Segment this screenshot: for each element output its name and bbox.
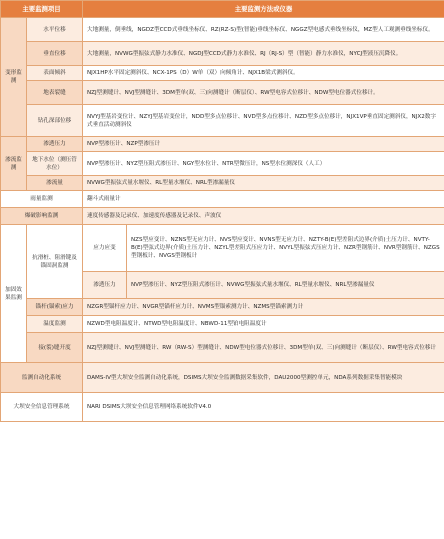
table-row [1, 333, 444, 363]
table-row [1, 208, 444, 225]
item-name: 地下水位（测压管水位） [27, 152, 83, 176]
item-desc: NZGR型锚杆应力计、NVGR型锚杆应力计、NVMS型锚索测力计、NZMS型锚索测力计 [83, 299, 444, 316]
item-name: 渗流量 [27, 176, 83, 191]
item-desc: DAMS-IV型大坝安全监测自动化系统，DSIMS大坝安全监测数据采集软件，DAU2000型测控单元，NDA系列数据采集智能模块 [83, 363, 444, 393]
item-name: 表面倾斜 [27, 66, 83, 81]
item-desc: NVP型渗压计、NYZ型压阻式渗压计、NVWG型振弦式量水堰仪、RL型量水堰仪、NRL型渗漏量仪 [127, 272, 444, 299]
item-desc: NZWD型电阻温度计、NTWD型电阻温度计、NBWD-11型铂电阻温度计 [83, 316, 444, 333]
item-name: 水平位移 [27, 18, 83, 42]
item-name: 监测自动化系统 [1, 363, 83, 393]
sub-item-name: 应力应变 [83, 225, 127, 272]
table-row [1, 393, 444, 422]
table-row [1, 66, 444, 81]
table-row [1, 316, 444, 333]
group-seep: 渗流监测 [1, 137, 27, 191]
item-name: 抗滑桩、阻滑键及锚固洞监测 [27, 225, 83, 299]
header-method: 主要监测方法或仪器 [83, 1, 444, 18]
table-row [1, 363, 444, 393]
item-desc: NZS型应变计、NZNS型无应力计、NVS型应变计、NVNS型无应力计、NZTY-B(E)型差阻式边界(介质)土压力计、NVTY-B(E)型弦式边界(介质)土压力计、NZYL型差阻式压应力计、NVYL型振弦式压应力计、NZR型钢筋计、NVR型钢筋计、NZGS型钢板计、NVGS型钢板计 [127, 225, 444, 272]
item-desc: NJX1HP水平固定测斜仪、NCX-1PS（D）W单（双）向倾角计、NJX1B梁式测斜仪。 [83, 66, 444, 81]
table-header-row [1, 1, 444, 18]
item-desc: NVWG型振弦式量水堰仪、RL型量水堰仪、NRL型渗漏量仪 [83, 176, 444, 191]
table-row [1, 105, 444, 137]
group-deform: 变形监测 [1, 18, 27, 137]
item-name: 钻孔深部位移 [27, 105, 83, 137]
item-name: 接(裂)缝开度 [27, 333, 83, 363]
table-row [1, 18, 444, 42]
item-name: 温度监测 [27, 316, 83, 333]
table-row [1, 152, 444, 176]
table-row [1, 42, 444, 66]
item-name: 垂直位移 [27, 42, 83, 66]
item-name: 大坝安全信息管理系统 [1, 393, 83, 422]
group-reinforce: 加固效果监测 [1, 225, 27, 363]
item-desc: NVYJ型基岩变位计、NZYJ型基岩变位计，NDD型多点位移计、NVD型多点位移计、NZD型多点位移计，NJX1VP垂直固定测斜仪，NJX2数字式垂直活动测斜仪 [83, 105, 444, 137]
item-name: 渗透压力 [27, 137, 83, 152]
table-row [1, 137, 444, 152]
table-row [1, 81, 444, 105]
header-project: 主要监测项目 [1, 1, 83, 18]
item-name: 爆破影响监测 [1, 208, 83, 225]
item-desc: 翻斗式雨量计 [83, 191, 444, 208]
item-desc: NVP型渗压计、NYZ型压阻式渗压计、NGY型水位计、NTR型微压计，NS型水位测深仪（人工） [83, 152, 444, 176]
item-name: 锚杆(锚索)应力 [27, 299, 83, 316]
table-row [1, 191, 444, 208]
table-row [1, 299, 444, 316]
item-name: 雨量监测 [1, 191, 83, 208]
item-desc: NZJ型测缝计、NVJ型测缝计、RW（RW-S）型测缝计、NDW型电位器式位移计、3DM型单(双、三)向测缝计（断层仪）、RW型电容式位移计 [83, 333, 444, 363]
item-desc: 大地测量，NVWG型振弦式静力水准仪、NGDJ型CCD式静力水准仪、RJ（RJ-S）型（智能）静力水准仪，NYCJ型液压沉降仪。 [83, 42, 444, 66]
item-desc: NVP型渗压计、NZP型渗压计 [83, 137, 444, 152]
item-desc: NARI DSIMS大坝安全信息管理网络系统软件V4.0 [83, 393, 444, 422]
item-name: 地表裂缝 [27, 81, 83, 105]
item-desc: 速度传感器及记录仪、加速度传感器及记录仪、声波仪 [83, 208, 444, 225]
item-desc: NZJ型测缝计、NVJ型测缝计、3DM型单(双、三)向测缝计（断层仪）、RW型电容式位移计、NDW型电位器式位移计。 [83, 81, 444, 105]
item-desc: 大地测量，倒垂线，NGDZ型CCD式垂线坐标仪、RZ(RZ-S)型(智能)垂线坐标仪、NGGZ型电感式垂线坐标仪，MZ型人工观测垂线坐标仪。 [83, 18, 444, 42]
table-row [1, 225, 444, 272]
sub-item-name: 渗透压力 [83, 272, 127, 299]
table-row [1, 176, 444, 191]
